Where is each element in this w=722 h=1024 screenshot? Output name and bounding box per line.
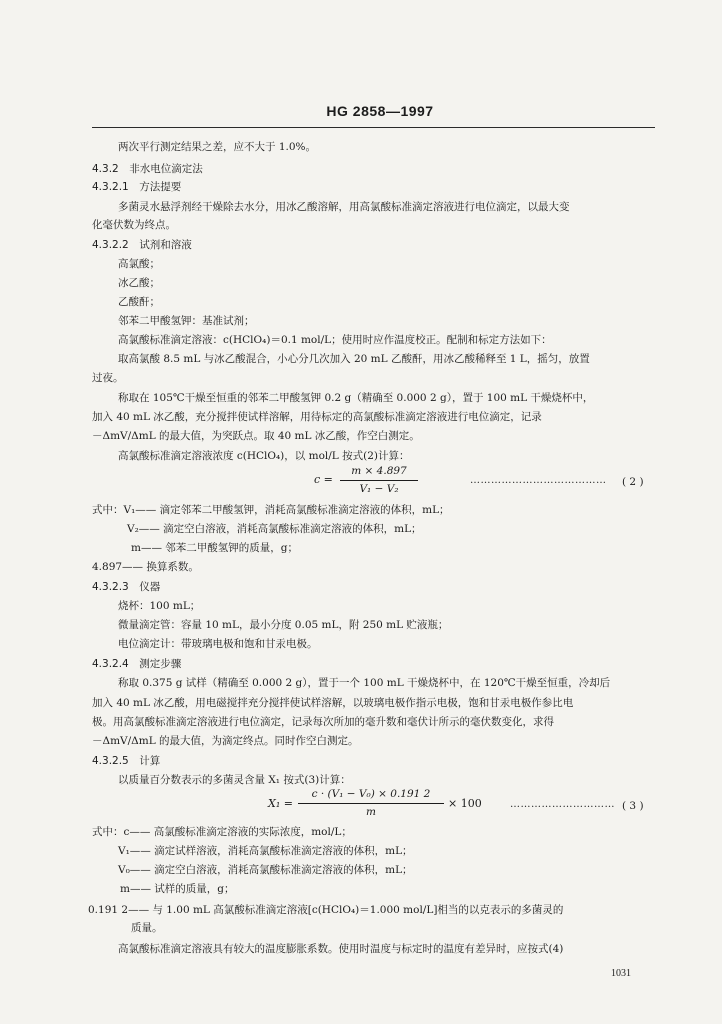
text-line: 高氯酸标准滴定溶液具有较大的温度膨胀系数。使用时温度与标定时的温度有差异时，应按式(4) <box>118 943 564 955</box>
formula-3-numerator: c · (V₁ − V₀) × 0.191 2 <box>311 788 431 800</box>
text-line: 称取在 105℃干燥至恒重的邻苯二甲酸氢钾 0.2 g（精确至 0.000 2 g），置于 100 mL 干燥烧杯中， <box>118 392 594 404</box>
formula-2-fraction-bar <box>340 480 418 481</box>
text-line: 电位滴定计：带玻璃电极和饱和甘汞电极。 <box>118 638 318 650</box>
text-line: 极。用高氯酸标准滴定溶液进行电位滴定，记录每次所加的毫升数和毫伏计所示的毫伏数变化，求得 <box>92 716 554 728</box>
text-line: 邻苯二甲酸氢钾：基准试剂； <box>118 315 255 327</box>
formula-2-tag: ( 2 ) <box>622 476 644 488</box>
text-line: 高氯酸标准滴定溶液：c(HClO₄)＝0.1 mol/L；使用时应作温度校正。配制和标定方法如下： <box>118 334 552 346</box>
text-line: 加入 40 mL 冰乙酸，用电磁搅拌充分搅拌使试样溶解，以玻璃电极作指示电极，饱和甘汞电极作参比电 <box>92 697 574 709</box>
text-line: 多菌灵水悬浮剂经干燥除去水分，用冰乙酸溶解，用高氯酸标准滴定溶液进行电位滴定，以最大变 <box>118 201 570 213</box>
text-line: 取高氯酸 8.5 mL 与冰乙酸混合，小心分几次加入 20 mL 乙酸酐，用冰乙酸稀释至 1 L，摇匀，放置 <box>118 353 590 365</box>
text-line: 过夜。 <box>92 372 124 384</box>
page-number: 1031 <box>611 968 631 979</box>
text-line: 质量。 <box>131 922 163 934</box>
text-line: 两次平行测定结果之差，应不大于 1.0%。 <box>118 141 317 153</box>
formula-2-numerator: m × 4.897 <box>351 465 407 477</box>
section-heading: 4.3.2.3 仪器 <box>92 581 161 593</box>
section-heading: 4.3.2.1 方法提要 <box>92 181 182 193</box>
header-rule <box>92 127 655 128</box>
variable-definition: V₁—— 滴定试样溶液，消耗高氯酸标准滴定溶液的体积，mL； <box>118 845 413 857</box>
text-line: 冰乙酸； <box>118 277 160 289</box>
text-line: 微量滴定管：容量 10 mL，最小分度 0.05 mL，附 250 mL 贮液瓶； <box>118 619 449 631</box>
text-line: －ΔmV/ΔmL 的最大值，为滴定终点。同时作空白测定。 <box>92 735 359 747</box>
text-line: 高氯酸标准滴定溶液浓度 c(HClO₄)，以 mol/L 按式(2)计算： <box>118 450 410 462</box>
variable-definition: V₀—— 滴定空白溶液，消耗高氯酸标准滴定溶液的体积，mL； <box>118 864 413 876</box>
variable-definition: 式中：V₁—— 滴定邻苯二甲酸氢钾，消耗高氯酸标准滴定溶液的体积，mL； <box>92 504 450 516</box>
standard-code-header: HG 2858—1997 <box>326 103 434 119</box>
text-line: 以质量百分数表示的多菌灵含量 X₁ 按式(3)计算： <box>118 774 351 786</box>
formula-3-factor: × 100 <box>448 797 482 810</box>
text-line: 乙酸酐； <box>118 296 160 308</box>
formula-2-leader-dots: ………………………………… <box>470 475 607 486</box>
text-line: 烧杯：100 mL； <box>118 600 201 612</box>
section-heading: 4.3.2.2 试剂和溶液 <box>92 239 192 251</box>
formula-2-denominator: V₁ − V₂ <box>359 483 399 495</box>
text-line: －ΔmV/ΔmL 的最大值，为突跃点。取 40 mL 冰乙酸，作空白测定。 <box>92 430 420 442</box>
formula-3-leader-dots: ………………………… <box>510 799 615 810</box>
formula-3-lhs: X₁ = <box>268 797 293 810</box>
variable-definition: 0.191 2—— 与 1.00 mL 高氯酸标准滴定溶液[c(HClO₄)＝1.000 mol/L]相当的以克表示的多菌灵的 <box>88 904 564 916</box>
section-heading: 4.3.2.4 测定步骤 <box>92 658 182 670</box>
variable-definition: 式中：c—— 高氯酸标准滴定溶液的实际浓度，mol/L； <box>92 826 352 838</box>
variable-definition: V₂—— 滴定空白溶液，消耗高氯酸标准滴定溶液的体积，mL； <box>127 523 422 535</box>
variable-definition: 4.897—— 换算系数。 <box>92 561 199 573</box>
variable-definition: m—— 试样的质量，g； <box>120 883 235 895</box>
section-heading: 4.3.2.5 计算 <box>92 755 161 767</box>
formula-3-tag: ( 3 ) <box>622 800 644 812</box>
formula-3-denominator: m <box>366 806 376 818</box>
text-line: 称取 0.375 g 试样（精确至 0.000 2 g），置于一个 100 mL 干燥烧杯中，在 120℃干燥至恒重，冷却后 <box>118 677 611 689</box>
formula-3-fraction-bar <box>298 803 444 804</box>
text-line: 化毫伏数为终点。 <box>92 219 176 231</box>
text-line: 高氯酸； <box>118 258 160 270</box>
formula-2-lhs: c = <box>314 473 333 486</box>
variable-definition: m—— 邻苯二甲酸氢钾的质量，g； <box>131 542 299 554</box>
section-heading: 4.3.2 非水电位滴定法 <box>92 163 203 175</box>
text-line: 加入 40 mL 冰乙酸，充分搅拌使试样溶解，用待标定的高氯酸标准滴定溶液进行电位滴定，记录 <box>92 411 542 423</box>
